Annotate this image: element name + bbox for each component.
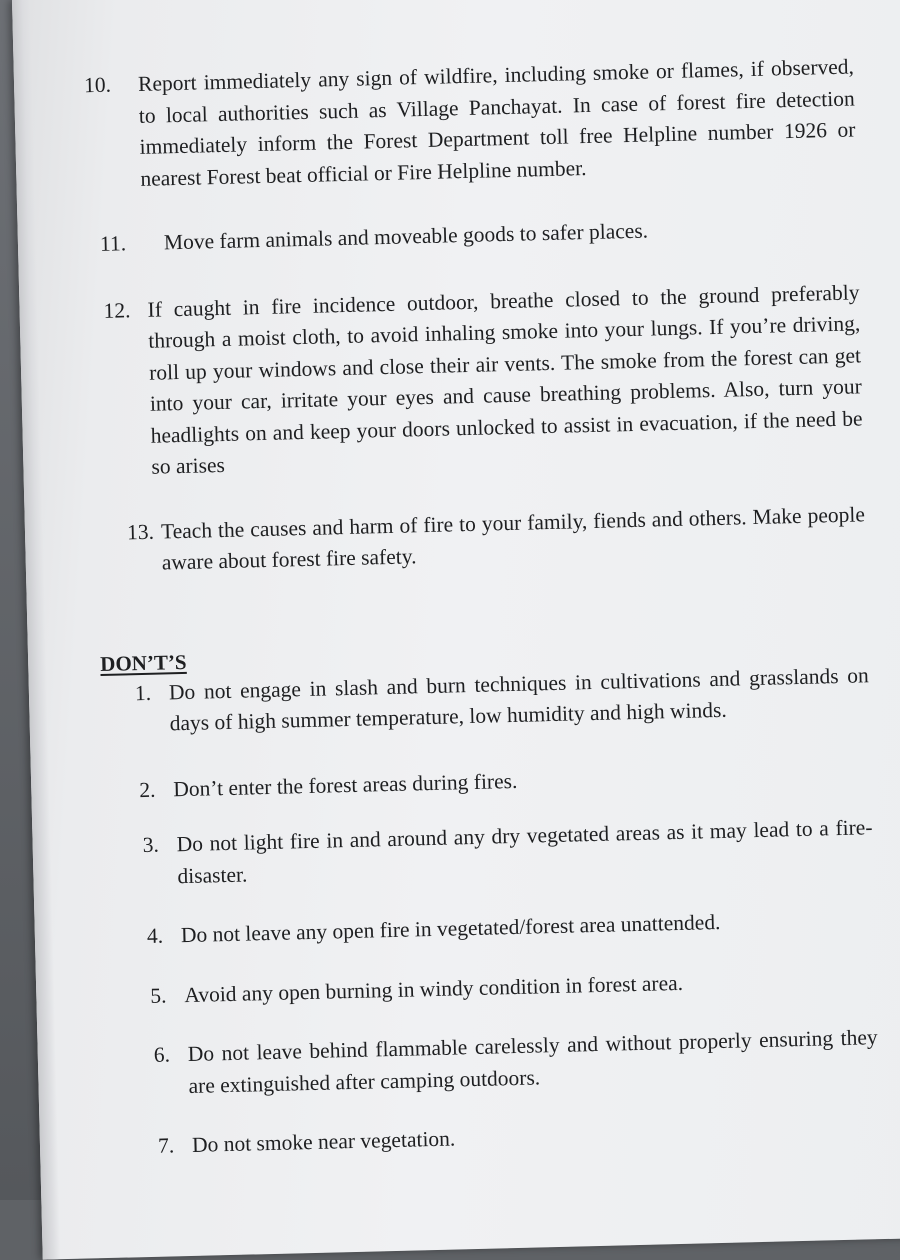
item-text: Teach the causes and harm of fire to your family, fiends and others. Make people aware about forest fire safety. <box>160 501 866 575</box>
item-text: Don’t enter the forest areas during fires. <box>173 768 518 801</box>
donts-list <box>127 660 881 1163</box>
item-number: 1. <box>134 680 152 705</box>
item-text: Do not smoke near vegetation. <box>191 1126 456 1157</box>
item-number: 5. <box>150 983 167 1008</box>
donts-heading: DON’T’S <box>99 649 187 676</box>
item-number: 12. <box>103 297 131 323</box>
item-text: Do not light fire in and around any dry vegetated areas as it may lead to a fire-disaster. <box>176 815 873 888</box>
item-text: Report immediately any sign of wildfire, including smoke or flames, if observed, to local authorities such as Village Panchayat. In case of forest fire detection immediately inform the Forest Department toll free Helpline number 1926 or nearest Forest beat official or Fire Helpline number. <box>137 54 856 191</box>
item-number: 11. <box>99 231 127 256</box>
item-number: 4. <box>146 923 164 948</box>
item-text: If caught in fire incidence outdoor, breathe closed to the ground preferably through a moist cloth, to avoid inhaling smoke into your lungs. If you’re driving, roll up your windows and close their air vents. The smoke from the forest can get into your car, irritate your eyes and cause breathing problems. Also, turn your headlights on and keep your doors unlocked to assist in evacuation, if the need be so arises <box>147 279 863 479</box>
item-number: 3. <box>142 832 160 858</box>
dont-item-6 <box>153 1022 878 1103</box>
item-text: Do not engage in slash and burn techniques in cultivations and grasslands on days of high summer temperature, low humidity and high winds. <box>168 662 870 736</box>
dos-item-10 <box>84 51 857 196</box>
document-page <box>12 0 900 1260</box>
dont-item-4 <box>147 903 876 952</box>
dos-item-11 <box>100 210 859 260</box>
page-content <box>84 51 880 1163</box>
item-number: 13. <box>126 519 155 544</box>
item-number: 7. <box>157 1133 175 1158</box>
item-text: Do not leave behind flammable carelessly and without properly ensuring they are extinguished after camping outdoors. <box>187 1025 878 1098</box>
dont-item-2 <box>139 757 872 806</box>
dos-item-12 <box>103 277 863 484</box>
item-text: Avoid any open burning in windy condition in forest area. <box>184 970 684 1007</box>
dos-item-13 <box>127 499 866 580</box>
item-text: Move farm animals and moveable goods to safer places. <box>163 218 649 255</box>
item-number: 10. <box>83 72 112 98</box>
item-number: 6. <box>153 1042 171 1067</box>
item-text: Do not leave any open fire in vegetated/forest area unattended. <box>180 909 721 948</box>
dont-item-5 <box>150 963 877 1012</box>
dont-item-3 <box>142 812 873 893</box>
item-number: 2. <box>139 777 156 802</box>
dont-item-7 <box>158 1113 881 1162</box>
